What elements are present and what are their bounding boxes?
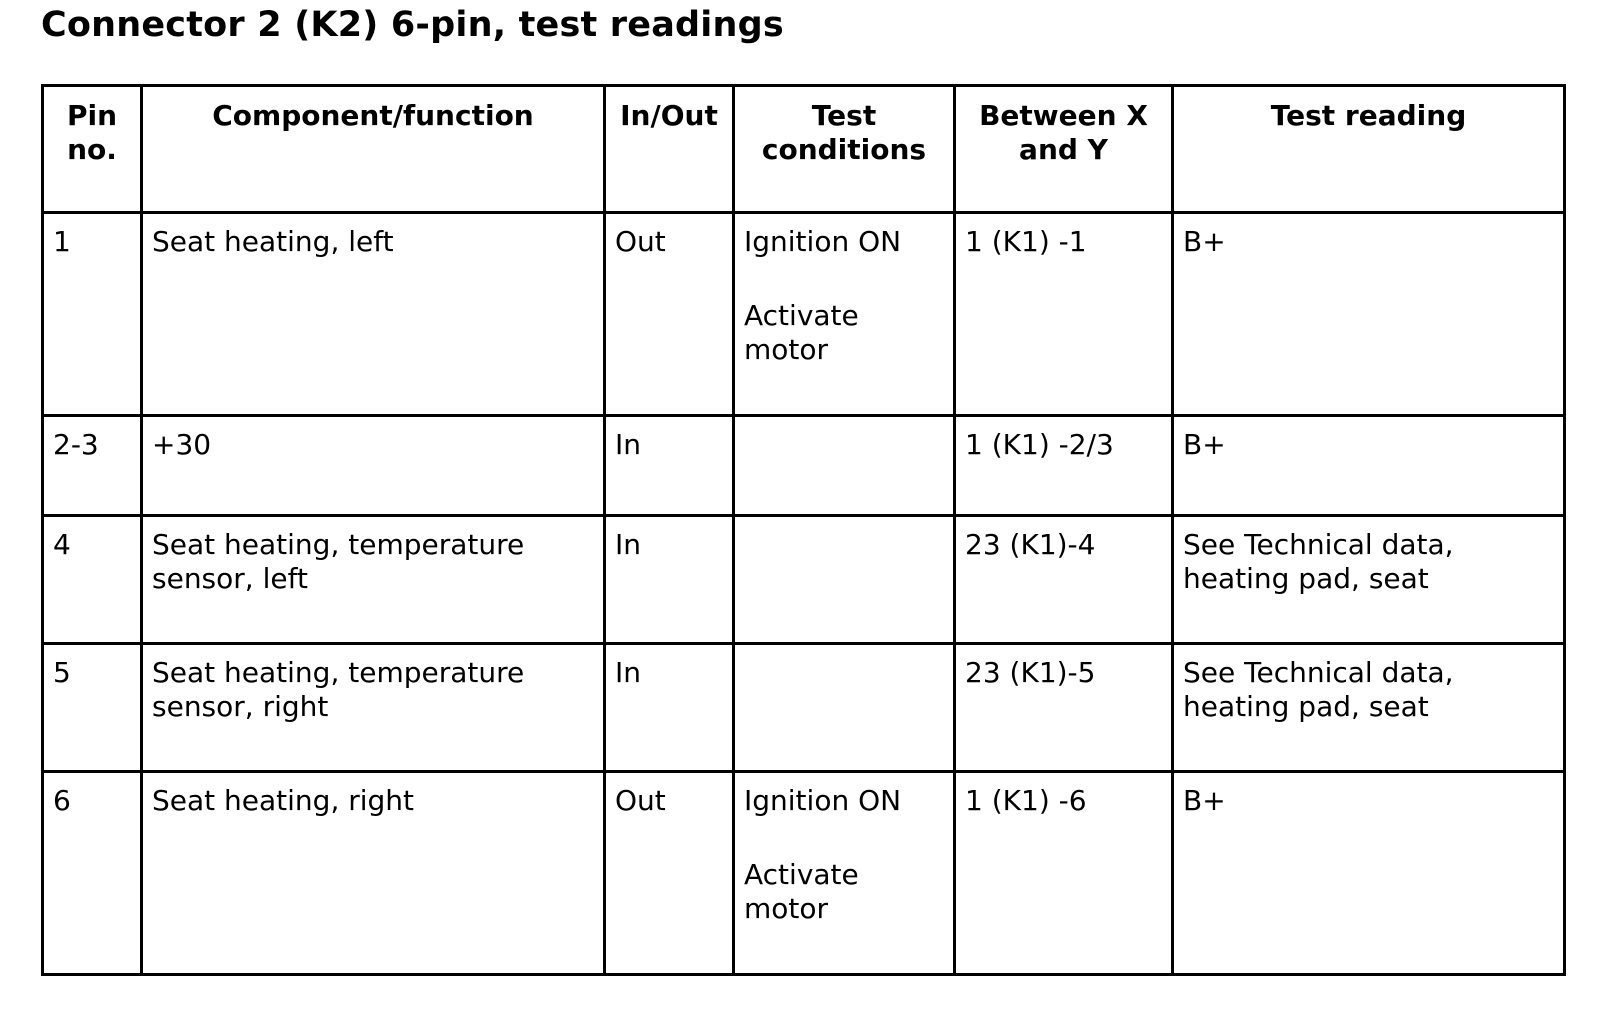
component-line: sensor, right [152, 690, 329, 723]
header-pin-line: no. [67, 133, 117, 166]
pin-cell: 6 [43, 772, 142, 975]
header-between-line: and Y [1019, 133, 1108, 166]
between-cell: 1 (K1) -1 [955, 213, 1173, 416]
table-row [43, 772, 1565, 975]
conditions-cell [734, 772, 955, 975]
header-conditions-line: Test [811, 99, 877, 132]
in-out-cell: In [605, 516, 734, 644]
header-component-line: Component/function [212, 99, 534, 132]
reading-line: heating pad, seat [1183, 690, 1429, 723]
component-line: +30 [152, 428, 212, 461]
pin-cell: 2-3 [43, 416, 142, 516]
component-line: sensor, left [152, 562, 308, 595]
test-readings-table [41, 84, 1566, 976]
reading-line: B+ [1183, 784, 1226, 817]
header-test-conditions [734, 86, 955, 213]
in-out-cell: Out [605, 772, 734, 975]
between-cell: 1 (K1) -6 [955, 772, 1173, 975]
condition-line: Ignition ON [744, 225, 902, 258]
reading-cell [1173, 416, 1565, 516]
reading-line: heating pad, seat [1183, 562, 1429, 595]
between-cell: 23 (K1)-4 [955, 516, 1173, 644]
header-conditions-line: conditions [761, 133, 927, 166]
conditions-cell [734, 213, 955, 416]
component-line: Seat heating, right [152, 784, 415, 817]
pin-cell: 5 [43, 644, 142, 772]
table-row [43, 516, 1565, 644]
reading-line: B+ [1183, 428, 1226, 461]
reading-cell [1173, 772, 1565, 975]
reading-cell [1173, 516, 1565, 644]
in-out-cell: In [605, 644, 734, 772]
between-cell: 23 (K1)-5 [955, 644, 1173, 772]
component-cell [142, 772, 605, 975]
component-line: Seat heating, temperature [152, 528, 525, 561]
reading-line: B+ [1183, 225, 1226, 258]
header-reading-line: Test reading [1270, 99, 1467, 132]
conditions-cell [734, 644, 955, 772]
condition-line: motor [744, 333, 829, 366]
condition-line: Activate [744, 299, 859, 332]
header-in-out [605, 86, 734, 213]
condition-line: Activate [744, 858, 859, 891]
conditions-cell [734, 516, 955, 644]
page-title: Connector 2 (K2) 6-pin, test readings [41, 5, 784, 45]
component-cell [142, 213, 605, 416]
conditions-cell [734, 416, 955, 516]
in-out-cell: In [605, 416, 734, 516]
pin-cell: 1 [43, 213, 142, 416]
header-between-line: Between X [979, 99, 1148, 132]
component-cell [142, 644, 605, 772]
header-component [142, 86, 605, 213]
reading-line: See Technical data, [1183, 528, 1454, 561]
header-in-out-line: In/Out [620, 99, 718, 132]
header-pin-line: Pin [66, 99, 118, 132]
component-cell [142, 416, 605, 516]
table-row [43, 644, 1565, 772]
table-row [43, 416, 1565, 516]
pin-cell: 4 [43, 516, 142, 644]
header-between [955, 86, 1173, 213]
component-cell [142, 516, 605, 644]
between-cell: 1 (K1) -2/3 [955, 416, 1173, 516]
header-test-reading [1173, 86, 1565, 213]
table-row [43, 213, 1565, 416]
reading-cell [1173, 644, 1565, 772]
component-line: Seat heating, left [152, 225, 394, 258]
condition-line: Ignition ON [744, 784, 902, 817]
in-out-cell: Out [605, 213, 734, 416]
component-line: Seat heating, temperature [152, 656, 525, 689]
reading-cell [1173, 213, 1565, 416]
reading-line: See Technical data, [1183, 656, 1454, 689]
header-pin [43, 86, 142, 213]
condition-line: motor [744, 892, 829, 925]
header-row [43, 86, 1565, 213]
